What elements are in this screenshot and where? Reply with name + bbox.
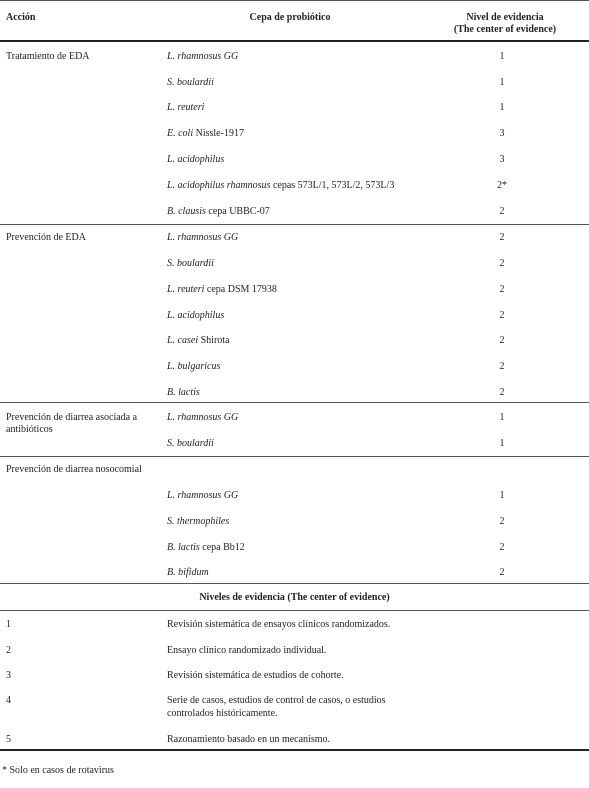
cepa-name: L. rhamnosus GG — [167, 412, 239, 423]
table-row: L. acidophilus rhamnosus cepas 573L/1, 573L/2, 573L/3 — [167, 180, 395, 191]
cepa-name: L. reuteri — [167, 102, 205, 113]
cepa-name: S. boulardii — [167, 77, 214, 88]
level-num: 1 — [6, 619, 11, 630]
level-desc-line2: controlados históricamente. — [167, 708, 278, 719]
table-row: B. clausis cepa UBBC-07 — [167, 206, 270, 217]
level-value: 1 — [499, 412, 505, 423]
cepa-name: L. acidophilus rhamnosus — [167, 180, 271, 191]
accion-label-line2: antibióticos — [6, 424, 53, 435]
table-row — [167, 438, 214, 450]
accion-label: Prevención de diarrea nosocomial — [6, 464, 142, 475]
header-nivel-line1: Nivel de evidencia — [466, 12, 544, 23]
group-divider — [0, 224, 589, 225]
level-value: 2 — [499, 516, 505, 527]
level-num: 4 — [6, 695, 11, 706]
level-value: 2 — [499, 232, 505, 243]
level-value: 2 — [499, 258, 505, 269]
table-row — [167, 77, 214, 89]
table-row — [167, 102, 204, 114]
cepa-name: L. rhamnosus GG — [167, 490, 239, 501]
cepa-name: L. casei — [167, 335, 199, 346]
table-row: B. lactis cepa Bb12 — [167, 542, 245, 553]
header-cepa: Cepa de probiótico — [249, 12, 331, 23]
table-bottom-rule — [0, 749, 589, 751]
cepa-name: S. thermophiles — [167, 516, 230, 527]
accion-label: Tratamiento de EDA — [6, 51, 90, 62]
cepa-name: L. acidophilus — [167, 310, 225, 321]
level-desc: Razonamiento basado en un mecanismo. — [167, 734, 331, 745]
levels-title: Niveles de evidencia (The center of evidence) — [199, 592, 390, 603]
cepa-name: L. rhamnosus GG — [167, 51, 239, 62]
table-row — [167, 310, 224, 322]
level-value: 2 — [499, 387, 505, 398]
table-top-rule — [0, 0, 589, 1]
cepa-name: E. coli — [167, 128, 194, 139]
table-row — [167, 154, 224, 166]
cepa-name: B. clausis — [167, 206, 206, 217]
level-value: 1 — [499, 77, 505, 88]
cepa-name: S. boulardii — [167, 438, 214, 449]
cepa-name: L. rhamnosus GG — [167, 232, 239, 243]
level-value: 2 — [499, 310, 505, 321]
table-row: L. reuteri cepa DSM 17938 — [167, 284, 277, 295]
cepa-name: B. lactis — [167, 542, 200, 553]
levels-title-rule — [0, 610, 589, 611]
table-row — [167, 258, 214, 270]
header-nivel-line2: (The center of evidence) — [453, 24, 557, 35]
level-num: 3 — [6, 670, 11, 681]
level-value: 1 — [499, 102, 505, 113]
level-desc-line1: Serie de casos, estudios de control de casos, o estudios — [167, 695, 386, 706]
group-divider — [0, 456, 589, 457]
level-desc: Revisión sistemática de estudios de cohorte. — [167, 670, 344, 681]
table-row — [167, 387, 200, 399]
table-row — [167, 361, 220, 373]
level-value: 2* — [497, 180, 507, 191]
level-value: 2 — [499, 542, 505, 553]
table-row — [167, 567, 209, 579]
level-value: 2 — [499, 206, 505, 217]
table-row — [167, 490, 238, 502]
level-value: 2 — [499, 361, 505, 372]
cepa-name: L. acidophilus — [167, 154, 225, 165]
level-value: 3 — [499, 128, 505, 139]
level-desc: Ensayo clínico randomizado individual. — [167, 645, 327, 656]
cepa-name: B. lactis — [167, 387, 200, 398]
level-value: 1 — [499, 490, 505, 501]
footnote: * Solo en casos de rotavirus — [2, 765, 114, 776]
table-row — [167, 516, 229, 528]
accion-label: Prevención de EDA — [6, 232, 86, 243]
level-desc: Revisión sistemática de ensayos clínicos randomizados. — [167, 619, 391, 630]
table-row — [167, 232, 238, 244]
level-value: 2 — [499, 335, 505, 346]
accion-label-line1: Prevención de diarrea asociada a — [6, 412, 138, 423]
table-row — [167, 51, 238, 63]
table-row: E. coli Nissle-1917 — [167, 128, 244, 139]
table-row: L. casei Shirota — [167, 335, 230, 346]
header-accion: Acción — [6, 12, 36, 23]
level-value: 1 — [499, 51, 505, 62]
table-row — [167, 412, 238, 424]
cepa-name: B. bifidum — [167, 567, 209, 578]
level-value: 2 — [499, 567, 505, 578]
cepa-name: S. boulardii — [167, 258, 214, 269]
header-bottom-rule — [0, 40, 589, 42]
cepa-name: L. bulgaricus — [167, 361, 221, 372]
cepa-name: L. reuteri — [167, 284, 205, 295]
level-value: 3 — [499, 154, 505, 165]
level-num: 2 — [6, 645, 11, 656]
level-value: 2 — [499, 284, 505, 295]
level-value: 1 — [499, 438, 505, 449]
group-divider — [0, 583, 589, 584]
level-num: 5 — [6, 734, 11, 745]
group-divider — [0, 402, 589, 403]
